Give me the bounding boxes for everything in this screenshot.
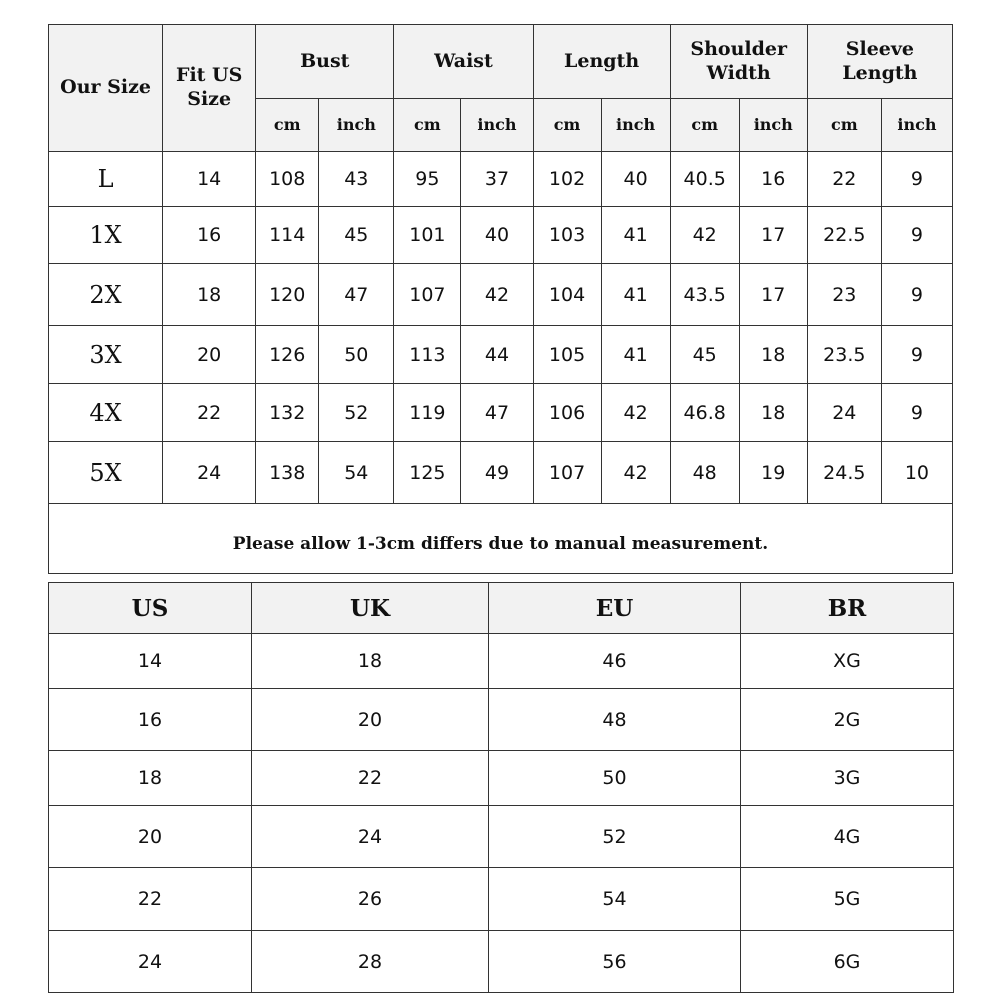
unit-inch: inch [739,99,807,152]
shoulder-inch-cell: 17 [739,207,807,264]
header-sleeve-length: Sleeve Length [807,25,952,99]
sleeve-inch-cell: 10 [881,442,952,504]
sleeve-cm-cell: 22 [807,152,881,207]
unit-cm: cm [670,99,739,152]
eu-size-cell: 54 [489,868,741,931]
size-conversion-table [48,582,954,993]
uk-size-cell: 20 [252,689,489,751]
size-row [49,442,953,504]
size-chart-table [48,24,953,574]
br-size-cell: 2G [741,689,954,751]
waist-inch-cell: 47 [461,384,533,442]
uk-size-cell: 22 [252,751,489,806]
fit-us-cell: 14 [163,152,256,207]
uk-size-cell: 24 [252,806,489,868]
measurement-note: Please allow 1-3cm differs due to manual measurement. [49,504,953,574]
eu-size-cell: 56 [489,931,741,993]
us-size-cell: 20 [49,806,252,868]
header-fit-us-size: Fit US Size [163,25,256,152]
length-inch-cell: 42 [601,442,670,504]
waist-cm-cell: 107 [394,264,461,326]
fit-us-cell: 24 [163,442,256,504]
length-inch-cell: 41 [601,207,670,264]
header-us: US [49,583,252,634]
size-cell: 2X [49,264,163,326]
br-size-cell: XG [741,634,954,689]
eu-size-cell: 48 [489,689,741,751]
unit-cm: cm [394,99,461,152]
waist-inch-cell: 49 [461,442,533,504]
header-eu: EU [489,583,741,634]
size-cell: 1X [49,207,163,264]
header-our-size: Our Size [49,25,163,152]
size-cell: L [49,152,163,207]
fit-us-cell: 22 [163,384,256,442]
header-bust: Bust [256,25,394,99]
size-cell: 5X [49,442,163,504]
length-cm-cell: 107 [533,442,601,504]
length-cm-cell: 102 [533,152,601,207]
sleeve-inch-cell: 9 [881,326,952,384]
shoulder-inch-cell: 18 [739,384,807,442]
uk-size-cell: 26 [252,868,489,931]
conversion-row [49,931,954,993]
us-size-cell: 14 [49,634,252,689]
sleeve-inch-cell: 9 [881,207,952,264]
shoulder-cm-cell: 45 [670,326,739,384]
shoulder-inch-cell: 17 [739,264,807,326]
fit-us-cell: 16 [163,207,256,264]
bust-inch-cell: 52 [319,384,394,442]
conversion-row [49,806,954,868]
waist-cm-cell: 119 [394,384,461,442]
sleeve-inch-cell: 9 [881,152,952,207]
bust-cm-cell: 132 [256,384,319,442]
header-length: Length [533,25,670,99]
waist-cm-cell: 113 [394,326,461,384]
header-waist: Waist [394,25,533,99]
sleeve-cm-cell: 22.5 [807,207,881,264]
bust-inch-cell: 54 [319,442,394,504]
size-row [49,152,953,207]
br-size-cell: 5G [741,868,954,931]
us-size-cell: 22 [49,868,252,931]
sleeve-cm-cell: 23.5 [807,326,881,384]
uk-size-cell: 18 [252,634,489,689]
bust-cm-cell: 114 [256,207,319,264]
sleeve-cm-cell: 23 [807,264,881,326]
conversion-row [49,634,954,689]
sleeve-cm-cell: 24 [807,384,881,442]
shoulder-inch-cell: 18 [739,326,807,384]
header-br: BR [741,583,954,634]
bust-inch-cell: 47 [319,264,394,326]
bust-inch-cell: 45 [319,207,394,264]
waist-inch-cell: 44 [461,326,533,384]
waist-cm-cell: 95 [394,152,461,207]
bust-cm-cell: 108 [256,152,319,207]
unit-cm: cm [533,99,601,152]
fit-us-cell: 20 [163,326,256,384]
length-inch-cell: 41 [601,264,670,326]
bust-inch-cell: 43 [319,152,394,207]
unit-cm: cm [256,99,319,152]
unit-cm: cm [807,99,881,152]
eu-size-cell: 52 [489,806,741,868]
waist-inch-cell: 40 [461,207,533,264]
shoulder-inch-cell: 19 [739,442,807,504]
waist-cm-cell: 125 [394,442,461,504]
conversion-row [49,868,954,931]
us-size-cell: 24 [49,931,252,993]
bust-cm-cell: 126 [256,326,319,384]
unit-inch: inch [319,99,394,152]
length-inch-cell: 41 [601,326,670,384]
bust-inch-cell: 50 [319,326,394,384]
unit-inch: inch [881,99,952,152]
waist-cm-cell: 101 [394,207,461,264]
length-cm-cell: 105 [533,326,601,384]
shoulder-cm-cell: 48 [670,442,739,504]
fit-us-cell: 18 [163,264,256,326]
header-shoulder-width: Shoulder Width [670,25,807,99]
eu-size-cell: 46 [489,634,741,689]
size-cell: 4X [49,384,163,442]
sleeve-inch-cell: 9 [881,264,952,326]
us-size-cell: 18 [49,751,252,806]
length-inch-cell: 42 [601,384,670,442]
sleeve-cm-cell: 24.5 [807,442,881,504]
br-size-cell: 3G [741,751,954,806]
unit-inch: inch [461,99,533,152]
length-cm-cell: 103 [533,207,601,264]
header-uk: UK [252,583,489,634]
shoulder-cm-cell: 42 [670,207,739,264]
size-row [49,326,953,384]
conversion-row [49,751,954,806]
uk-size-cell: 28 [252,931,489,993]
bust-cm-cell: 120 [256,264,319,326]
shoulder-cm-cell: 40.5 [670,152,739,207]
eu-size-cell: 50 [489,751,741,806]
shoulder-inch-cell: 16 [739,152,807,207]
sleeve-inch-cell: 9 [881,384,952,442]
length-cm-cell: 106 [533,384,601,442]
size-row [49,384,953,442]
us-size-cell: 16 [49,689,252,751]
br-size-cell: 4G [741,806,954,868]
shoulder-cm-cell: 43.5 [670,264,739,326]
length-inch-cell: 40 [601,152,670,207]
waist-inch-cell: 42 [461,264,533,326]
br-size-cell: 6G [741,931,954,993]
size-row [49,207,953,264]
size-cell: 3X [49,326,163,384]
shoulder-cm-cell: 46.8 [670,384,739,442]
bust-cm-cell: 138 [256,442,319,504]
size-row [49,264,953,326]
conversion-row [49,689,954,751]
waist-inch-cell: 37 [461,152,533,207]
unit-inch: inch [601,99,670,152]
length-cm-cell: 104 [533,264,601,326]
